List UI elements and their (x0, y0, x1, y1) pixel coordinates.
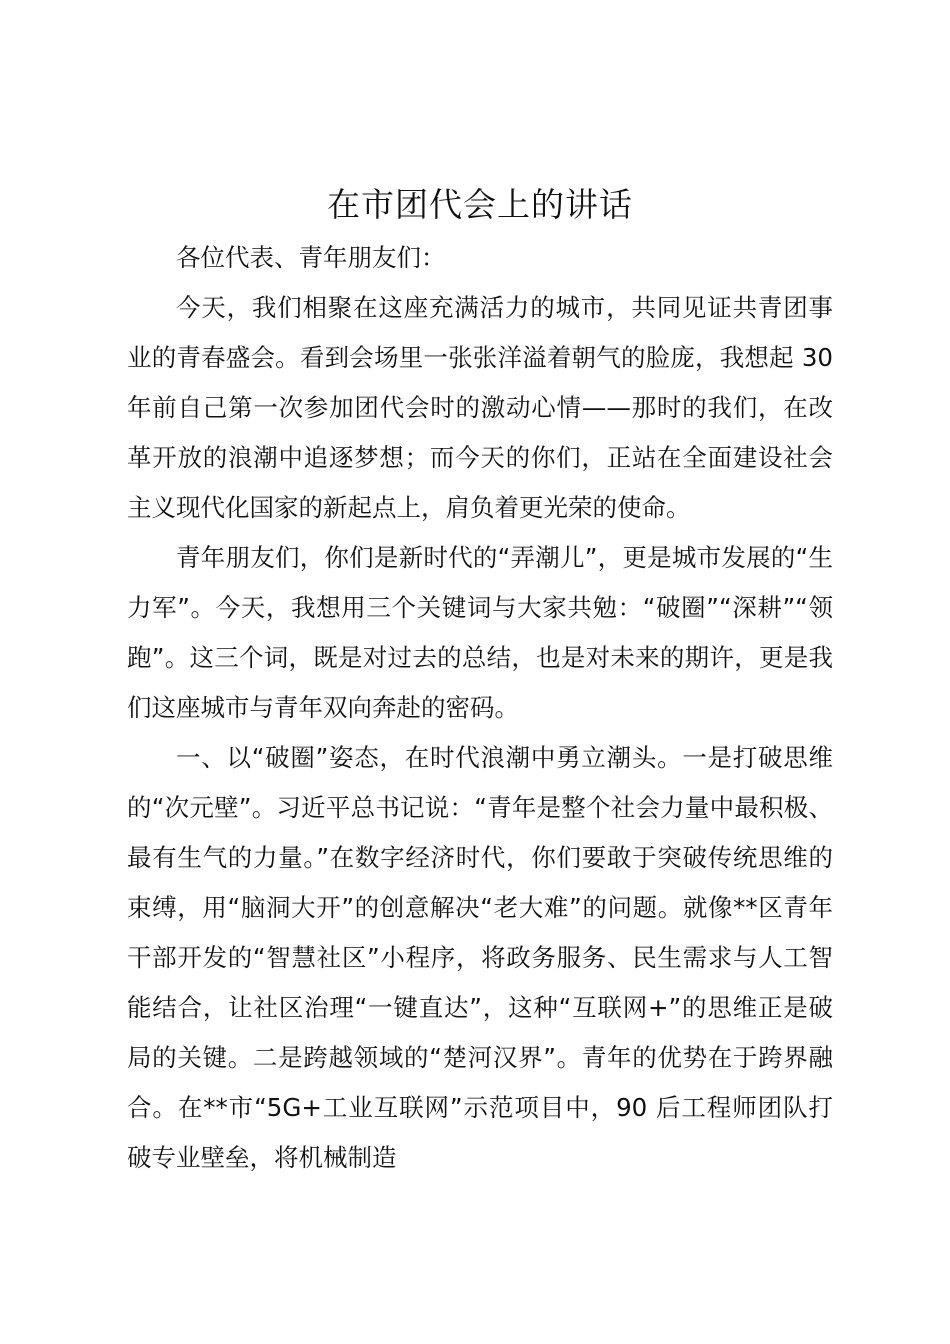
salutation: 各位代表、青年朋友们： (176, 243, 446, 272)
paragraph-1: 今天，我们相聚在这座充满活力的城市，共同见证共青团事业的青春盛会。看到会场里一张张洋溢着朝气的脸庞，我想起 30 年前自己第一次参加团代会时的激动心情——那时的我们，在改革开放的浪潮中追逐梦想；而今天的你们，正站在全面建设社会主义现代化国家的新起点上，肩负着更光荣的使命。 (127, 293, 833, 522)
document-title: 在市团代会上的讲话 (327, 185, 633, 224)
paragraph-2: 青年朋友们，你们是新时代的“弄潮儿”，更是城市发展的“生力军”。今天，我想用三个关键词与大家共勉：“破圈”“深耕”“领跑”。这三个词，既是对过去的总结，也是对未来的期许，更是我们这座城市与青年双向奔赴的密码。 (127, 543, 833, 722)
paragraph-3: 一、以“破圈”姿态，在时代浪潮中勇立潮头。一是打破思维的“次元壁”。习近平总书记说：“青年是整个社会力量中最积极、最有生气的力量。”在数字经济时代，你们要敢于突破传统思维的束缚，用“脑洞大开”的创意解决“老大难”的问题。就像**区青年干部开发的“智慧社区”小程序，将政务服务、民生需求与人工智能结合，让社区治理“一键直达”，这种“互联网+”的思维正是破局的关键。二是跨越领域的“楚河汉界”。青年的优势在于跨界融合。在**市“5G+工业互联网”示范项目中，90 后工程师团队打破专业壁垒，将机械制造 (127, 743, 833, 1172)
document-page (127, 183, 833, 1183)
